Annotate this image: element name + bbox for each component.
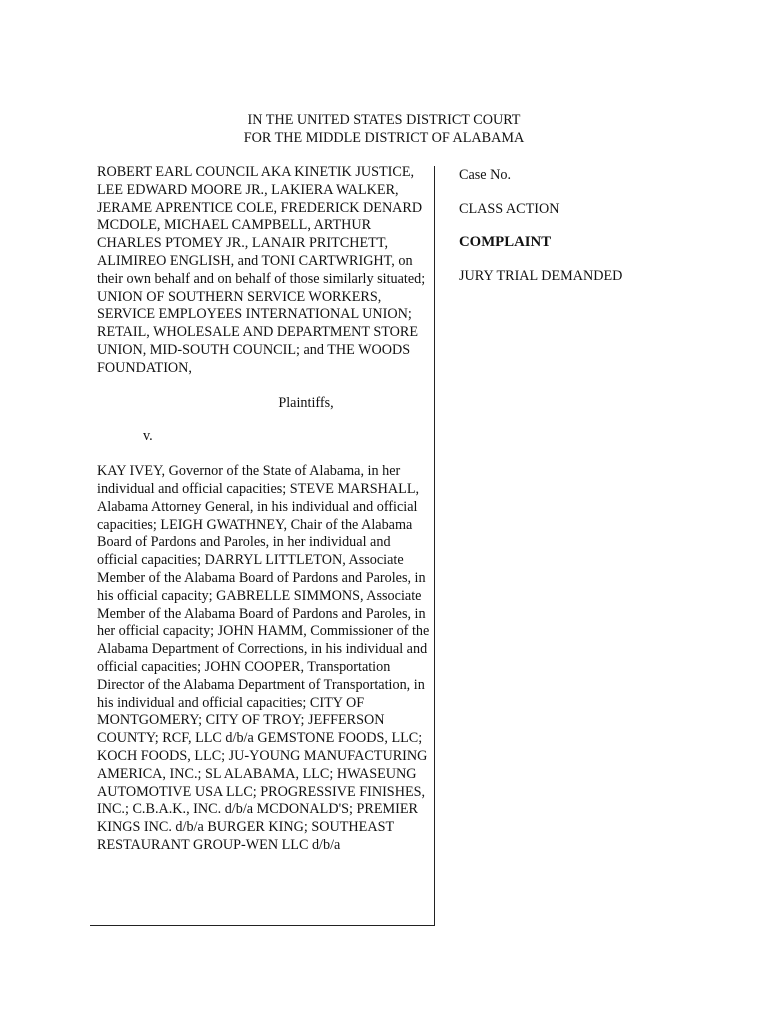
court-heading-line-1: IN THE UNITED STATES DISTRICT COURT — [247, 112, 521, 128]
court-heading — [0, 112, 768, 147]
class-action-label: CLASS ACTION — [459, 200, 560, 217]
case-info — [459, 167, 739, 285]
court-heading-line-2: FOR THE MIDDLE DISTRICT OF ALABAMA — [243, 129, 525, 146]
case-number: Case No. — [459, 167, 512, 183]
plaintiffs-label: Plaintiffs, — [278, 394, 334, 411]
caption-divider-horizontal — [90, 925, 435, 926]
jury-demand: JURY TRIAL DEMANDED — [459, 267, 623, 284]
defendants-list: KAY IVEY, Governor of the State of Alabama, in her individual and official capacities; STEVE MARSHALL, Alabama Attorney General, in his individual and official capacities; LEIGH GWATHNEY, Chair of the Alabama Board of Pardons and Paroles, in her individual and official capacities; DARRYL LITTLETON, Associate Member of the Alabama Board of Pardons and Paroles, in his official capacity; GABRELLE SIMMONS, Associate Member of the Alabama Board of Pardons and Paroles, in her official capacity; JOHN HAMM, Commissioner of the Alabama Department of Corrections, in his individual and official capacities; JOHN COOPER, Transportation Director of the Alabama Department of Transportation, in his individual and official capacities; CITY OF MONTGOMERY; CITY OF TROY; JEFFERSON COUNTY; RCF, LLC d/b/a GEMSTONE FOODS, LLC; KOCH FOODS, LLC; JU-YOUNG MANUFACTURING AMERICA, INC.; SL ALABAMA, LLC; HWASEUNG AUTOMOTIVE USA LLC; PROGRESSIVE FINISHES, INC.; C.B.A.K., INC. d/b/a MCDONALD'S; PREMIER KINGS INC. d/b/a BURGER KING; SOUTHEAST RESTAURANT GROUP-WEN LLC d/b/a — [97, 463, 430, 853]
caption-divider-vertical — [434, 166, 435, 926]
complaint-title: COMPLAINT — [459, 234, 552, 250]
case-caption-parties — [97, 164, 431, 855]
plaintiffs-list: ROBERT EARL COUNCIL AKA KINETIK JUSTICE, LEE EDWARD MOORE JR., LAKIERA WALKER, JERAME APRENTICE COLE, FREDERICK DENARD MCDOLE, MICHAEL CAMPBELL, ARTHUR CHARLES PTOMEY JR., LANAIR PRITCHETT, ALIMIREO ENGLISH, and TONI CARTWRIGHT, on their own behalf and on behalf of those similarly situated; UNION OF SOUTHERN SERVICE WORKERS, SERVICE EMPLOYEES INTERNATIONAL UNION; RETAIL, WHOLESALE AND DEPARTMENT STORE UNION, MID-SOUTH COUNCIL; and THE WOODS FOUNDATION, — [97, 164, 426, 376]
versus: v. — [143, 428, 153, 445]
